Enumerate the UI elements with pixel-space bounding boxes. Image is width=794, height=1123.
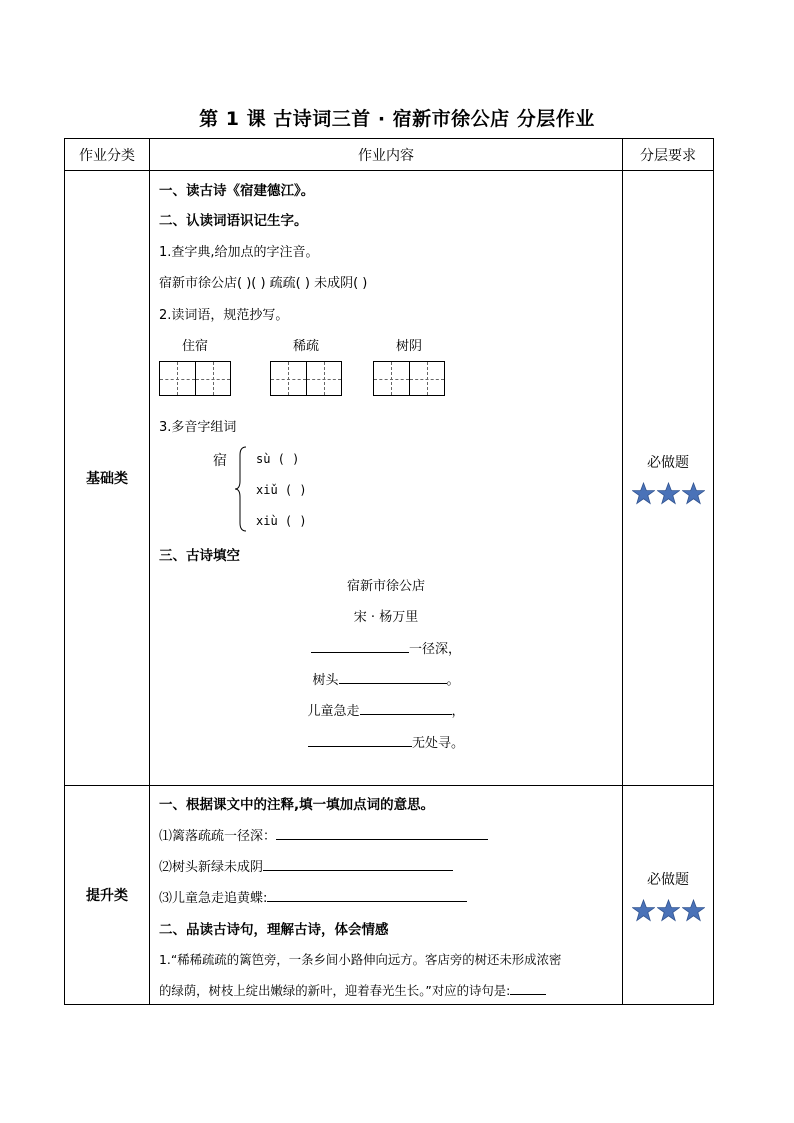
- poem-line-1: [150, 638, 622, 657]
- requirement-basic: [623, 171, 714, 786]
- star-rating-advanced: [623, 899, 713, 922]
- poem-line-1-text: 一径深，: [408, 642, 461, 657]
- poem-line-2-b: 。: [446, 673, 460, 688]
- copy-word-3: [373, 335, 445, 396]
- poem-line-3: [150, 700, 622, 719]
- header-category: 作业分类: [65, 139, 150, 171]
- basic-question-1: 1.查字典,给加点的字注音。: [159, 245, 319, 260]
- tian-grid-1[interactable]: [159, 361, 231, 396]
- poem-line-3-b: ，: [451, 704, 465, 719]
- page-title: 第 1 课 古诗词三首 · 宿新市徐公店 分层作业: [199, 108, 595, 130]
- star-icon: [632, 482, 655, 505]
- table-row-advanced: [65, 786, 714, 1005]
- homework-table: [64, 138, 714, 1005]
- polyphone-reading-2: xiǔ ( ): [256, 483, 307, 497]
- table-header-row: [65, 139, 714, 171]
- poem-author: 宋 · 杨万里: [353, 610, 419, 625]
- requirement-basic-label: 必做题: [647, 454, 689, 471]
- advanced-item-1-text: ⑴篱落疏疏一径深：: [159, 829, 277, 844]
- poem-line-2-a: 树头: [312, 673, 339, 688]
- blank[interactable]: [311, 639, 409, 653]
- poem-title: 宿新市徐公店: [346, 579, 425, 594]
- star-icon: [657, 899, 680, 922]
- poem-line-2: [150, 669, 622, 688]
- star-icon: [657, 482, 680, 505]
- advanced-passage-1b: [159, 981, 546, 999]
- advanced-item-3-text: ⑶儿童急走追黄蝶:: [159, 891, 268, 906]
- category-advanced: 提升类: [65, 786, 150, 1005]
- blank[interactable]: [510, 981, 546, 995]
- copy-word-1-text: 住宿: [181, 339, 208, 354]
- tian-grid-3[interactable]: [373, 361, 445, 396]
- content-basic: [150, 171, 623, 786]
- basic-section-3: 三、古诗填空: [159, 548, 240, 564]
- polyphone-reading-1: sù ( ): [256, 452, 300, 466]
- category-basic: 基础类: [65, 171, 150, 786]
- advanced-passage-1b-text: 的绿荫，树枝上绽出嫩绿的新叶，迎着春光生长。”对应的诗句是:: [159, 983, 511, 998]
- poem-line-4-text: 无处寻。: [411, 736, 464, 751]
- poem-line-4: [150, 732, 622, 751]
- advanced-item-2: [159, 856, 453, 875]
- header-requirement: 分层要求: [623, 139, 714, 171]
- advanced-item-1: [159, 825, 488, 844]
- basic-question-3: 3.多音字组词: [159, 420, 237, 435]
- advanced-item-3: [159, 887, 467, 906]
- copy-word-2-text: 稀疏: [292, 339, 319, 354]
- advanced-section-2: 二、品读古诗句，理解古诗，体会情感: [159, 922, 389, 938]
- basic-question-2: 2.读词语，规范抄写。: [159, 308, 289, 323]
- basic-question-1-line: 宿新市徐公店( )( ) 疏疏( ) 未成阴( ): [159, 276, 368, 291]
- polyphone-char: 宿: [213, 453, 227, 469]
- blank[interactable]: [276, 826, 488, 840]
- advanced-section-1: 一、根据课文中的注释,填一填加点词的意思。: [159, 797, 435, 813]
- copy-word-3-text: 树阴: [395, 339, 422, 354]
- advanced-passage-1a: 1.“稀稀疏疏的篱笆旁，一条乡间小路伸向远方。客店旁的树还未形成浓密: [159, 952, 562, 967]
- copy-word-2: [270, 335, 342, 396]
- content-advanced: [150, 786, 623, 1005]
- blank[interactable]: [339, 670, 447, 684]
- star-rating-basic: [623, 482, 713, 505]
- requirement-advanced-label: 必做题: [647, 871, 689, 888]
- requirement-advanced: [623, 786, 714, 1005]
- tian-grid-2[interactable]: [270, 361, 342, 396]
- blank[interactable]: [267, 888, 467, 902]
- star-icon: [632, 899, 655, 922]
- table-row-basic: [65, 171, 714, 786]
- basic-section-2: 二、认读词语识记生字。: [159, 213, 308, 229]
- poem-line-3-a: 儿童急走: [307, 704, 360, 719]
- blank[interactable]: [308, 733, 412, 747]
- star-icon: [682, 482, 705, 505]
- polyphone-reading-3: xiù ( ): [256, 514, 307, 528]
- brace-icon: [234, 445, 248, 533]
- advanced-item-2-text: ⑵树头新绿未成阴: [159, 860, 264, 875]
- star-icon: [682, 899, 705, 922]
- blank[interactable]: [360, 701, 452, 715]
- header-content: 作业内容: [150, 139, 623, 171]
- basic-section-1: 一、读古诗《宿建德江》。: [159, 183, 315, 199]
- copy-word-1: [159, 335, 231, 396]
- blank[interactable]: [263, 857, 453, 871]
